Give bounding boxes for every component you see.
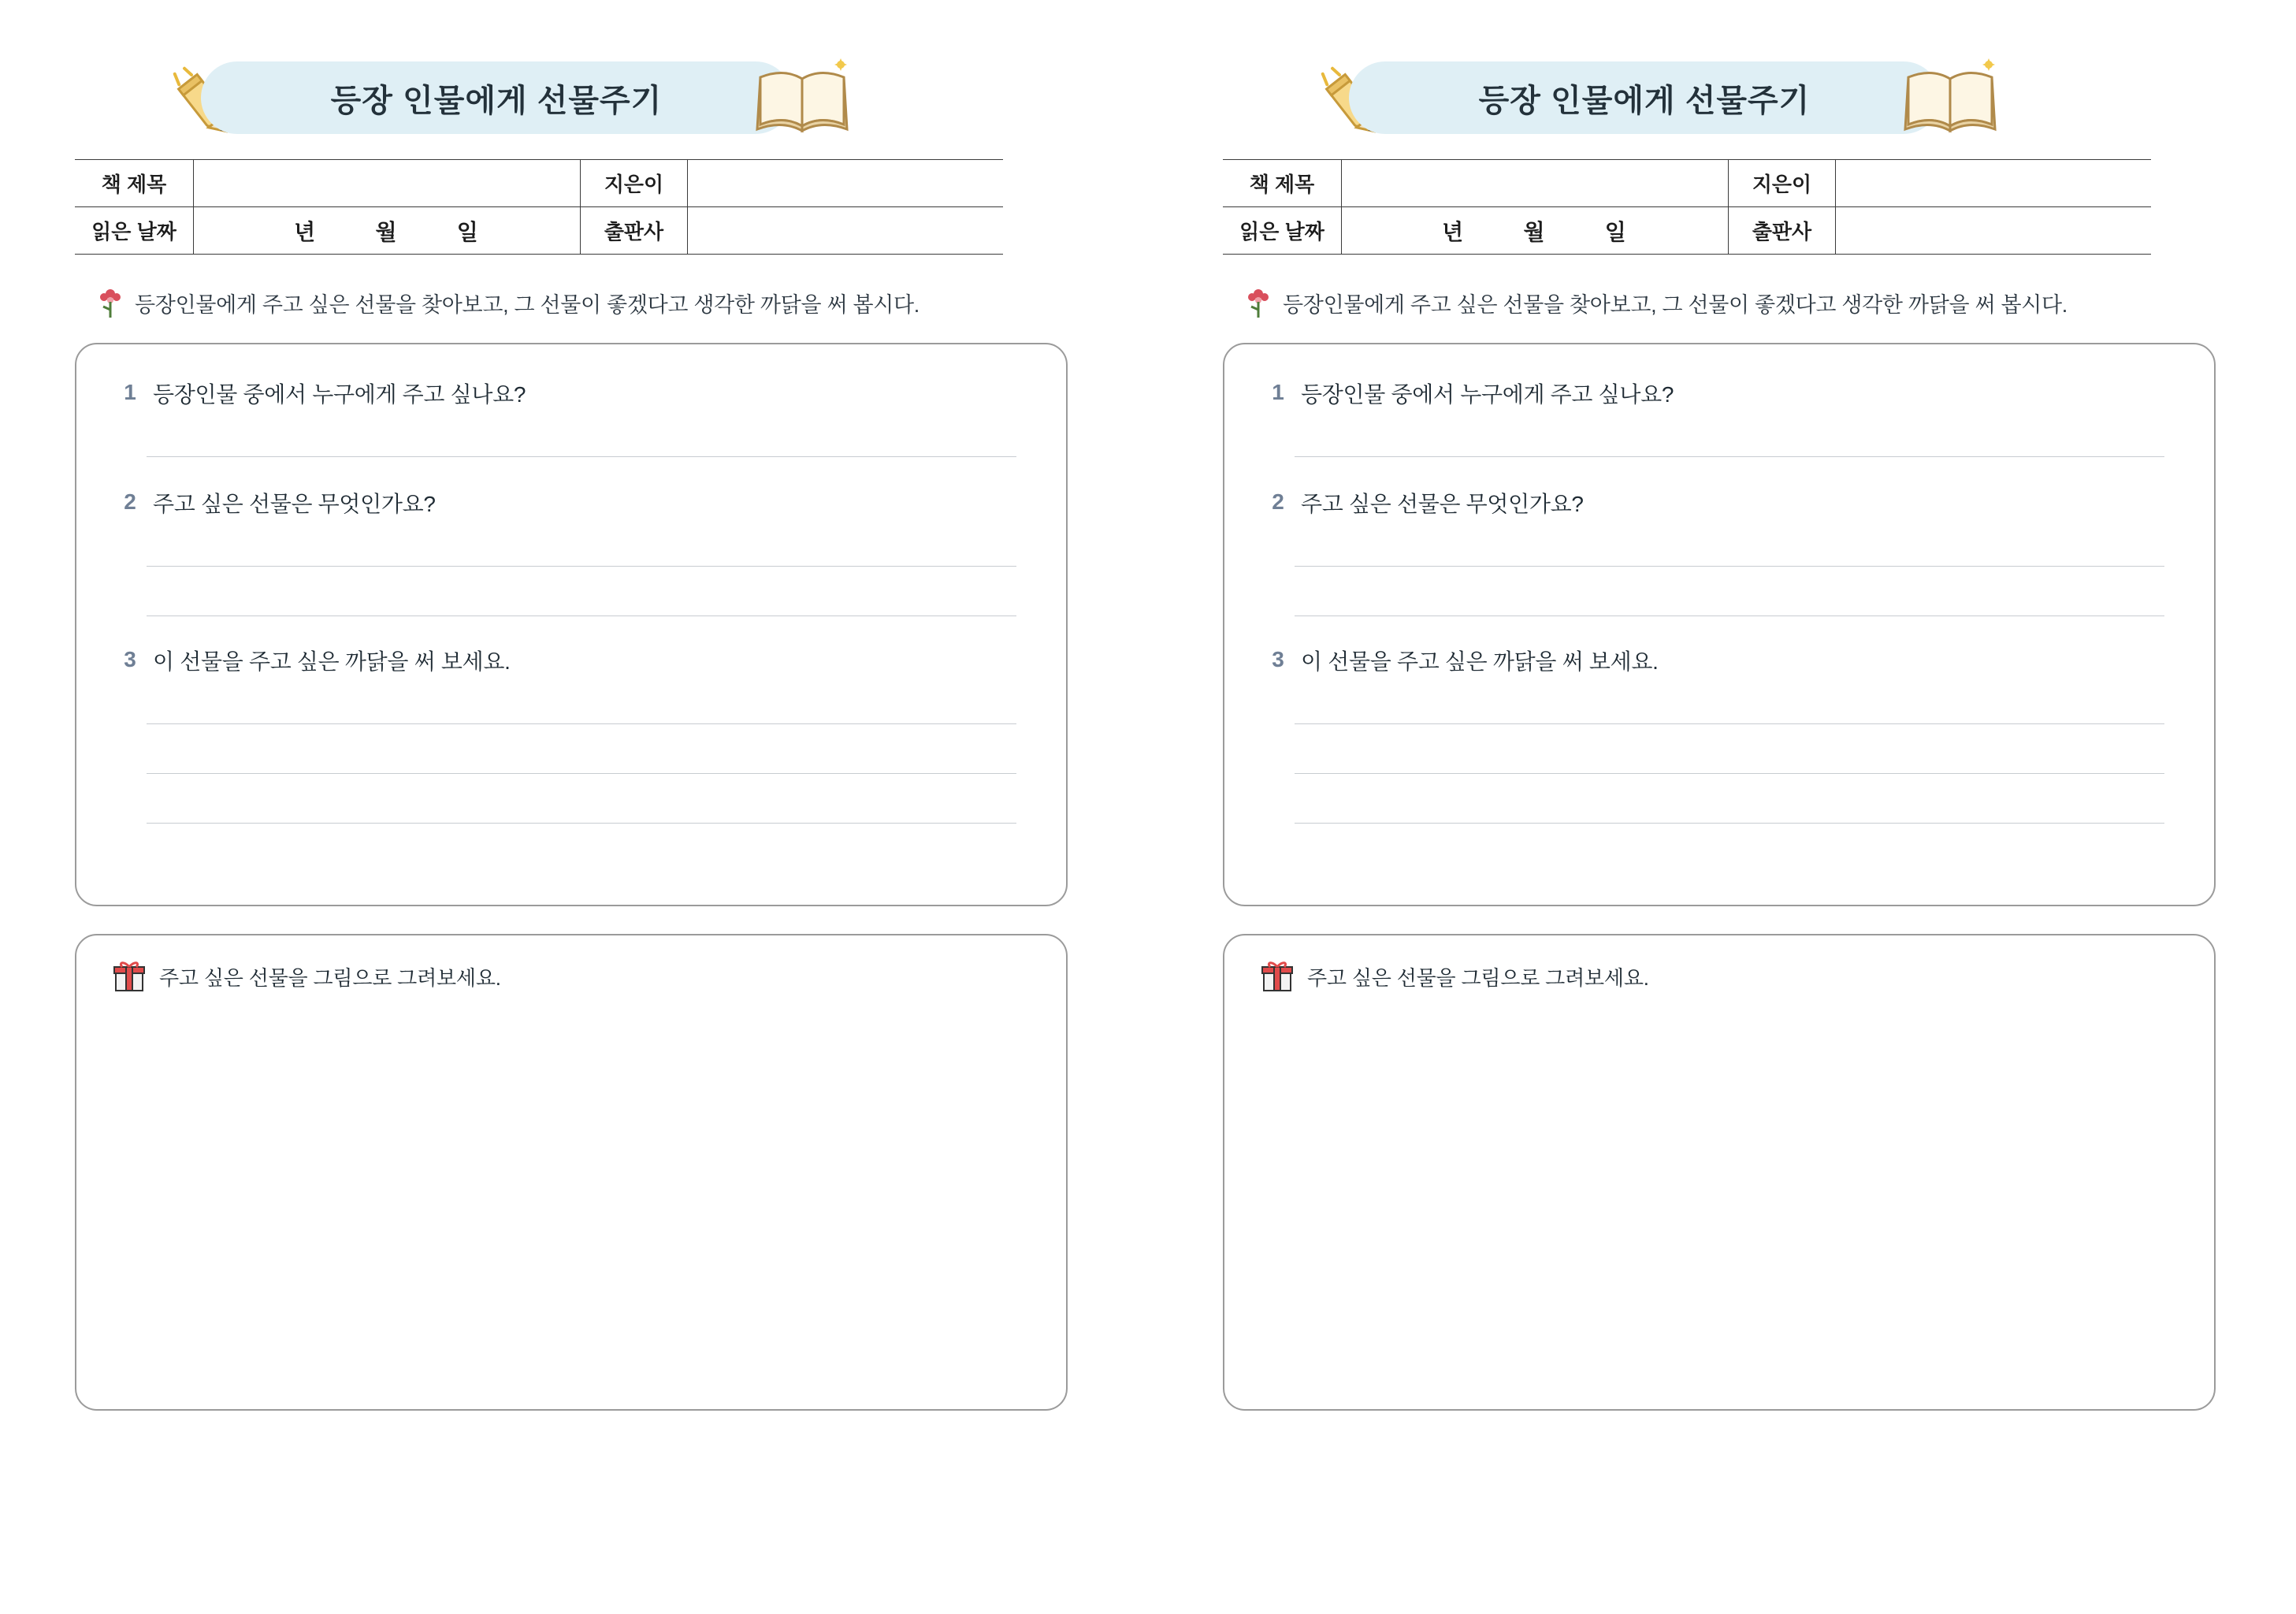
- question-1-number: 1: [124, 380, 136, 404]
- question-3-text: 이 선물을 주고 싶은 까닭을 써 보세요.: [153, 649, 511, 674]
- input-publisher[interactable]: [688, 207, 1004, 255]
- date-year-label: 년: [1442, 219, 1466, 244]
- gift-icon: [1260, 959, 1295, 994]
- question-box: [75, 343, 1068, 906]
- table-row: [1223, 160, 2151, 207]
- label-book-title: 책 제목: [1223, 160, 1342, 207]
- question-2-number: 2: [1272, 489, 1284, 514]
- page-header: [1223, 47, 2221, 142]
- instruction-text: 등장인물에게 주고 싶은 선물을 찾아보고, 그 선물이 좋겠다고 생각한 까닭을 써 봅시다.: [1283, 292, 2068, 317]
- label-read-date: 읽은 날짜: [75, 207, 194, 255]
- question-2: [120, 487, 1023, 519]
- answer-line-3-3[interactable]: [1295, 823, 2164, 824]
- answer-line-3-2[interactable]: [1295, 773, 2164, 774]
- answer-line-2-1[interactable]: [1295, 566, 2164, 567]
- instruction-text: 등장인물에게 주고 싶은 선물을 찾아보고, 그 선물이 좋겠다고 생각한 까닭을 써 봅시다.: [135, 292, 920, 317]
- input-read-date[interactable]: [1342, 207, 1729, 255]
- page-title: 등장 인물에게 선물주기: [1478, 83, 1811, 118]
- question-1-text: 등장인물 중에서 누구에게 주고 싶나요?: [1301, 382, 1674, 407]
- question-2-number: 2: [124, 489, 136, 514]
- question-box: [1223, 343, 2216, 906]
- open-book-icon: [752, 54, 855, 140]
- instruction-line: [1245, 286, 2221, 319]
- input-author[interactable]: [688, 160, 1004, 207]
- page-header: [75, 47, 1073, 142]
- date-day-label: 일: [1604, 219, 1628, 244]
- question-3: [120, 645, 1023, 676]
- answer-line-2-2[interactable]: [1295, 615, 2164, 616]
- drawing-prompt: [1260, 959, 2179, 994]
- answer-line-1-1[interactable]: [147, 456, 1016, 457]
- flower-bullet-icon: [97, 286, 124, 319]
- input-publisher[interactable]: [1836, 207, 2152, 255]
- drawing-box[interactable]: [75, 934, 1068, 1411]
- book-info-table: [75, 159, 1003, 255]
- label-read-date: 읽은 날짜: [1223, 207, 1342, 255]
- answer-line-3-1[interactable]: [147, 723, 1016, 724]
- drawing-prompt-text: 주고 싶은 선물을 그림으로 그려보세요.: [1307, 965, 1649, 990]
- gift-icon: [112, 959, 147, 994]
- question-3-number: 3: [124, 647, 136, 671]
- label-publisher: 출판사: [1729, 207, 1836, 255]
- label-publisher: 출판사: [581, 207, 688, 255]
- drawing-prompt-text: 주고 싶은 선물을 그림으로 그려보세요.: [159, 965, 501, 990]
- question-3-text: 이 선물을 주고 싶은 까닭을 써 보세요.: [1301, 649, 1659, 674]
- date-month-label: 월: [1523, 219, 1547, 244]
- question-2: [1268, 487, 2171, 519]
- label-book-title: 책 제목: [75, 160, 194, 207]
- question-1-number: 1: [1272, 380, 1284, 404]
- table-row: [75, 160, 1003, 207]
- title-banner: [1349, 61, 1940, 134]
- date-year-label: 년: [294, 219, 318, 244]
- date-month-label: 월: [375, 219, 399, 244]
- question-2-text: 주고 싶은 선물은 무엇인가요?: [153, 492, 436, 516]
- question-1-text: 등장인물 중에서 누구에게 주고 싶나요?: [153, 382, 526, 407]
- input-book-title[interactable]: [1342, 160, 1729, 207]
- answer-line-2-1[interactable]: [147, 566, 1016, 567]
- question-1: [1268, 377, 2171, 409]
- answer-line-3-1[interactable]: [1295, 723, 2164, 724]
- answer-line-3-2[interactable]: [147, 773, 1016, 774]
- label-author: 지은이: [1729, 160, 1836, 207]
- worksheet-page-right: [1148, 0, 2296, 1614]
- table-row: [75, 207, 1003, 255]
- page-title: 등장 인물에게 선물주기: [330, 83, 663, 118]
- book-info-table: [1223, 159, 2151, 255]
- answer-line-1-1[interactable]: [1295, 456, 2164, 457]
- flower-bullet-icon: [1245, 286, 1272, 319]
- drawing-box[interactable]: [1223, 934, 2216, 1411]
- answer-line-2-2[interactable]: [147, 615, 1016, 616]
- question-3: [1268, 645, 2171, 676]
- input-author[interactable]: [1836, 160, 2152, 207]
- answer-line-3-3[interactable]: [147, 823, 1016, 824]
- label-author: 지은이: [581, 160, 688, 207]
- instruction-line: [97, 286, 1073, 319]
- drawing-prompt: [112, 959, 1031, 994]
- open-book-icon: [1900, 54, 2003, 140]
- title-banner: [201, 61, 792, 134]
- table-row: [1223, 207, 2151, 255]
- question-1: [120, 377, 1023, 409]
- input-read-date[interactable]: [194, 207, 581, 255]
- input-book-title[interactable]: [194, 160, 581, 207]
- date-day-label: 일: [456, 219, 480, 244]
- question-3-number: 3: [1272, 647, 1284, 671]
- question-2-text: 주고 싶은 선물은 무엇인가요?: [1301, 492, 1584, 516]
